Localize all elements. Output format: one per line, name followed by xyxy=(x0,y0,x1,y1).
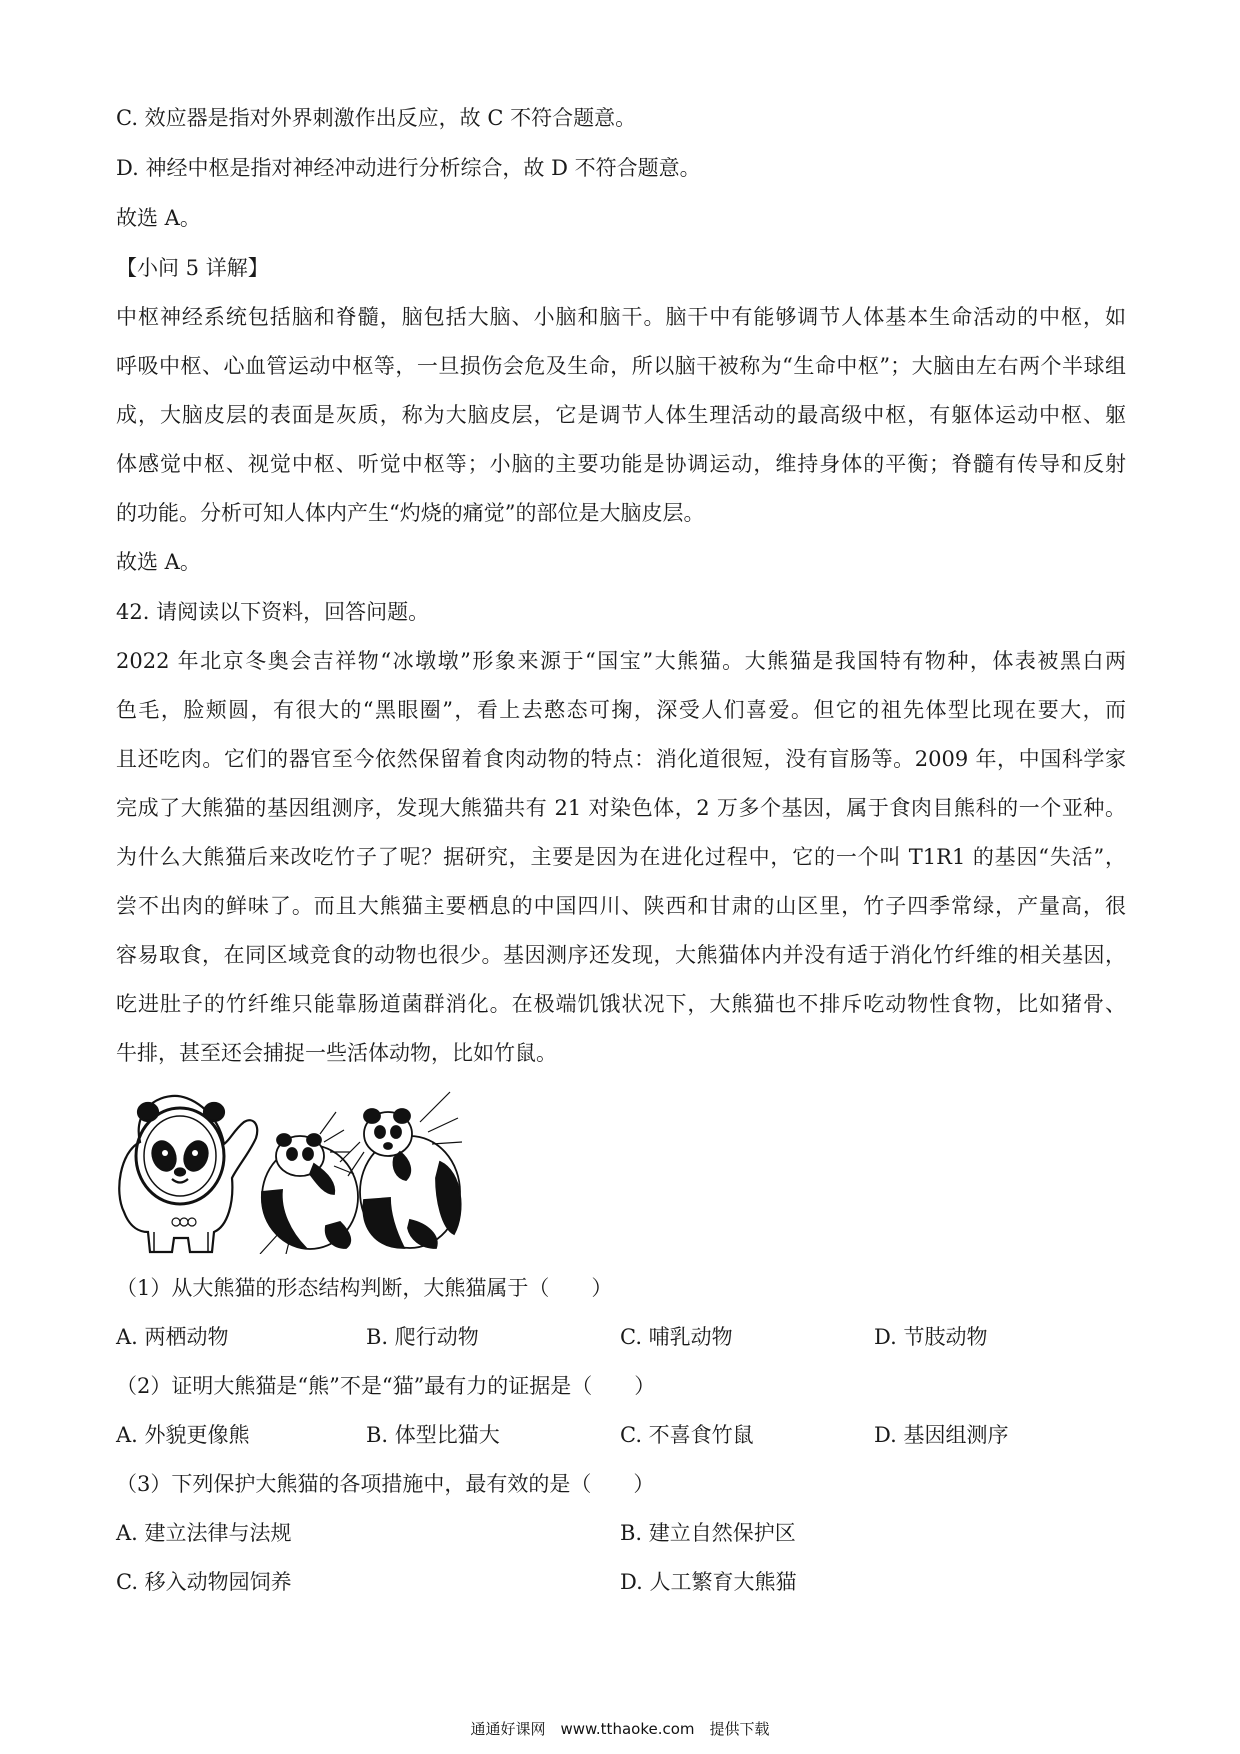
panda-left xyxy=(260,1112,358,1254)
passage-line: 色毛，脸颊圆，有很大的“黑眼圈”，看上去憨态可掬，深受人们喜爱。但它的祖先体型比现在要大，而 xyxy=(116,698,1126,722)
mascot-figure xyxy=(119,1096,257,1252)
passage-line: 尝不出肉的鲜味了。而且大熊猫主要栖息的中国四川、陕西和甘肃的山区里，竹子四季常绿，产量高，很 xyxy=(116,894,1126,918)
passage-line: 完成了大熊猫的基因组测序，发现大熊猫共有 21 对染色体，2 万多个基因，属于食肉目熊科的一个亚种。 xyxy=(116,796,1126,820)
paragraph-line: 的功能。分析可知人体内产生“灼烧的痛觉”的部位是大脑皮层。 xyxy=(116,501,705,525)
passage-line: 且还吃肉。它们的器官至今依然保留着食肉动物的特点：消化道很短，没有盲肠等。2009 年，中国科学家 xyxy=(116,747,1126,771)
option-b[interactable]: B. 爬行动物 xyxy=(366,1325,479,1349)
passage-line: 牛排，甚至还会捕捉一些活体动物，比如竹鼠。 xyxy=(116,1041,557,1065)
passage-line: 吃进肚子的竹纤维只能靠肠道菌群消化。在极端饥饿状况下，大熊猫也不排斥吃动物性食物，比如猪骨、 xyxy=(116,992,1126,1016)
option-a[interactable]: A. 建立法律与法规 xyxy=(116,1521,292,1545)
explanation-c: C. 效应器是指对外界刺激作出反应，故 C 不符合题意。 xyxy=(116,106,637,130)
option-c[interactable]: C. 不喜食竹鼠 xyxy=(620,1423,754,1447)
paragraph-line: 成，大脑皮层的表面是灰质，称为大脑皮层，它是调节人体生理活动的最高级中枢，有躯体运动中枢、躯 xyxy=(116,403,1126,427)
option-a[interactable]: A. 两栖动物 xyxy=(116,1325,229,1349)
page-footer: 通通好课网 www.tthaoke.com 提供下载 xyxy=(470,1720,770,1738)
paragraph-line: 中枢神经系统包括脑和脊髓，脑包括大脑、小脑和脑干。脑干中有能够调节人体基本生命活动的中枢，如 xyxy=(116,305,1126,329)
answer-line: 故选 A。 xyxy=(116,550,201,574)
section-heading: 【小问 5 详解】 xyxy=(116,256,269,280)
panda-right xyxy=(340,1092,462,1248)
passage-line: 2022 年北京冬奥会吉祥物“冰墩墩”形象来源于“国宝”大熊猫。大熊猫是我国特有物种，体表被黑白两 xyxy=(116,649,1126,673)
explanation-d: D. 神经中枢是指对神经冲动进行分析综合，故 D 不符合题意。 xyxy=(116,156,701,180)
option-c[interactable]: C. 移入动物园饲养 xyxy=(116,1570,292,1594)
subquestion-2-stem: （2）证明大熊猫是“熊”不是“猫”最有力的证据是（ ） xyxy=(116,1374,656,1398)
subquestion-3-stem: （3）下列保护大熊猫的各项措施中，最有效的是（ ） xyxy=(116,1472,655,1496)
option-a[interactable]: A. 外貌更像熊 xyxy=(116,1423,250,1447)
passage-line: 为什么大熊猫后来改吃竹子了呢？据研究，主要是因为在进化过程中，它的一个叫 T1R1 的基因“失活”， xyxy=(116,845,1126,869)
paragraph-line: 呼吸中枢、心血管运动中枢等，一旦损伤会危及生命，所以脑干被称为“生命中枢”；大脑由左右两个半球组 xyxy=(116,354,1126,378)
option-b[interactable]: B. 建立自然保护区 xyxy=(620,1521,796,1545)
option-d[interactable]: D. 节肢动物 xyxy=(874,1325,988,1349)
subquestion-1-stem: （1）从大熊猫的形态结构判断，大熊猫属于（ ） xyxy=(116,1276,613,1300)
panda-illustration xyxy=(110,1082,470,1254)
paragraph-line: 体感觉中枢、视觉中枢、听觉中枢等；小脑的主要功能是协调运动，维持身体的平衡；脊髓有传导和反射 xyxy=(116,452,1126,476)
answer-line: 故选 A。 xyxy=(116,206,201,230)
question-title: 42. 请阅读以下资料，回答问题。 xyxy=(116,600,430,624)
option-b[interactable]: B. 体型比猫大 xyxy=(366,1423,500,1447)
option-d[interactable]: D. 人工繁育大熊猫 xyxy=(620,1570,797,1594)
option-d[interactable]: D. 基因组测序 xyxy=(874,1423,1009,1447)
option-c[interactable]: C. 哺乳动物 xyxy=(620,1325,733,1349)
passage-line: 容易取食，在同区域竞食的动物也很少。基因测序还发现，大熊猫体内并没有适于消化竹纤维的相关基因， xyxy=(116,943,1126,967)
